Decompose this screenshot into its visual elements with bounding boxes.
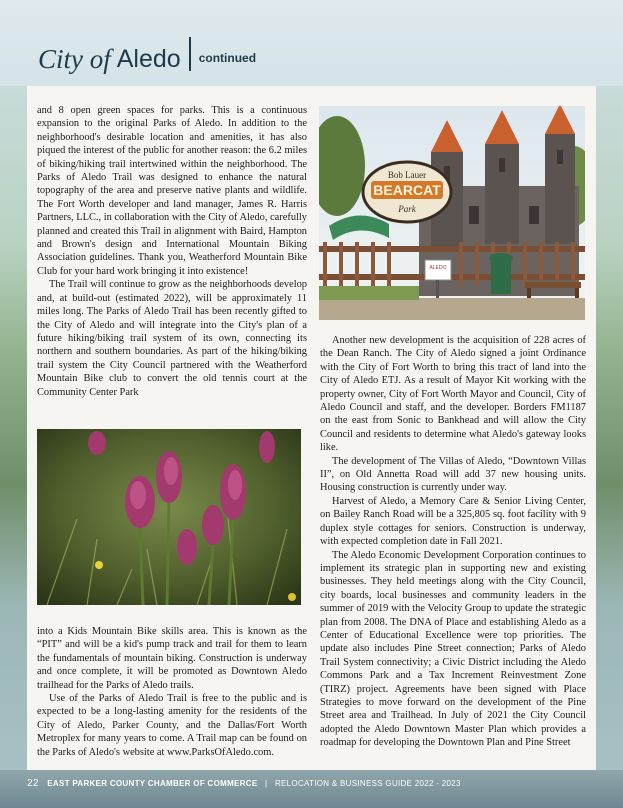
footer-guide-title: RELOCATION & BUSINESS GUIDE 2022 - 2023 [274, 779, 461, 788]
paragraph: into a Kids Mountain Bike skills area. This is known as the “PIT” and will be a kid's pump track and trail for them to learn the fundamentals of mountain biking. Construction is underway and once complete, it will be promoted as Downtown Aledo trailhead for the Parks of Aledo trails. [37, 626, 307, 691]
paragraph: The Aledo Economic Development Corporation continues to implement its strategic plan in supporting new and existing businesses. They held meetings along with the City Council, city boards, local businesses and community leaders in the summer of 2019 with the Velocity Group to update the strategic plan from 2008. The DNA of Place and establishing Aledo as a Center of Educational Excellence were top priorities. The update also includes Pine Street connection; Parks of Aledo Trail System connectivity; a Civic District including the Aledo Commons Park and a Tax Increment Reinvestment Zone (TIRZ) project. Agreements have been signed with Place Strategies to move forward on the development of the Pine Street area and Trailhead. In July of 2021 the City Council adopted the Aledo Downtown Master Plan which provides a roadmap for developing the Downtown Plan and Pine Street [320, 549, 586, 749]
title-city-name: Aledo [116, 45, 181, 73]
footer-publisher: EAST PARKER COUNTY CHAMBER OF COMMERCE [47, 779, 258, 788]
bearcat-park-photo [319, 106, 585, 320]
title-divider [189, 37, 191, 71]
article-card [27, 86, 596, 770]
left-column-top [37, 104, 307, 399]
paragraph: Use of the Parks of Aledo Trail is free to the public and is expected to be a long-lasting amenity for the residents of the City of Aledo, Parker County, and the Dallas/Fort Worth Metroplex for many years to come. A Trail map can be found on the Parks of Aledo's website at www.ParksOfAledo.com. [37, 693, 307, 758]
paragraph: Harvest of Aledo, a Memory Care & Senior Living Center, on Bailey Ranch Road will be a 325,805 sq. foot facility with 9 duplex style cottages for seniors. Construction is underway, with expected completion date in Fall 2021. [320, 495, 586, 548]
left-column-bottom [37, 625, 307, 759]
page-header [0, 0, 623, 86]
paragraph: The Trail will continue to grow as the neighborhoods develop and, at build-out (estimated 2022), will be approximately 11 miles long. The Parks of Aledo Trail has been recently gifted to the City of Aledo and will integrate into the City's plan of a future hiking/biking trail system of its own, connecting its northern and southern boundaries. As part of the hiking/biking trail system the City Council partnered with the Weatherford Mountain Bike club to convert the old tennis court at the Community Center Park [37, 279, 307, 398]
page-number: 22 [27, 778, 39, 789]
footer-text [27, 778, 461, 789]
paintbrush-flowers-photo [37, 429, 301, 605]
page-footer [0, 770, 623, 808]
sign-bottom-text: Park [398, 204, 416, 214]
title-italic: City of [38, 44, 111, 74]
right-column [320, 334, 586, 750]
page-title [38, 34, 256, 74]
paragraph: Another new development is the acquisition of 228 acres of the Dean Ranch. The City of Aledo signed a joint Ordinance with the City of Fort Worth to bring this tract of land into the City of Aledo ETJ. As a result of Mayor Kit working with the property owner, City of Fort Worth Mayor and Council, City of Aledo Council and staff, and the developer. Borders FM1187 on the east from Sonic to Bankhead and will allow the City Council and residents to determine what Aledo's gateway looks like. [320, 335, 586, 454]
title-continued: continued [198, 51, 257, 65]
sign-main-text: BEARCAT [373, 182, 441, 198]
small-sign-text: ALEDO [429, 265, 447, 271]
footer-separator: | [265, 779, 268, 788]
paragraph: The development of The Villas of Aledo, “Downtown Villas II”, on Old Annetta Road will add 37 new housing units. Housing construction is currently under way. [320, 455, 586, 494]
sign-top-text: Bob Lauer [387, 170, 427, 180]
paragraph: and 8 open green spaces for parks. This is a continuous expansion to the original Parks of Aledo. In addition to the neighborhood's desirable location and amenities, it has also piqued the interest of the public for another reason: the 6.2 miles of biking/hiking trail intertwined within the neighborhood. The Parks of Aledo Trail was designed to enhance the natural topography of the area and preserve native plants and wildlife. The Fort Worth developer and land manager, James R. Harris Partners, LLC., in collaboration with the City of Aledo, carefully planned and created this Trail in alignment with Baird, Hampton and Brown's design and International Mountain Biking Association guidelines. Thank you, Weatherford Mountain Bike Club for your hard work bringing it into existence! [37, 105, 307, 277]
